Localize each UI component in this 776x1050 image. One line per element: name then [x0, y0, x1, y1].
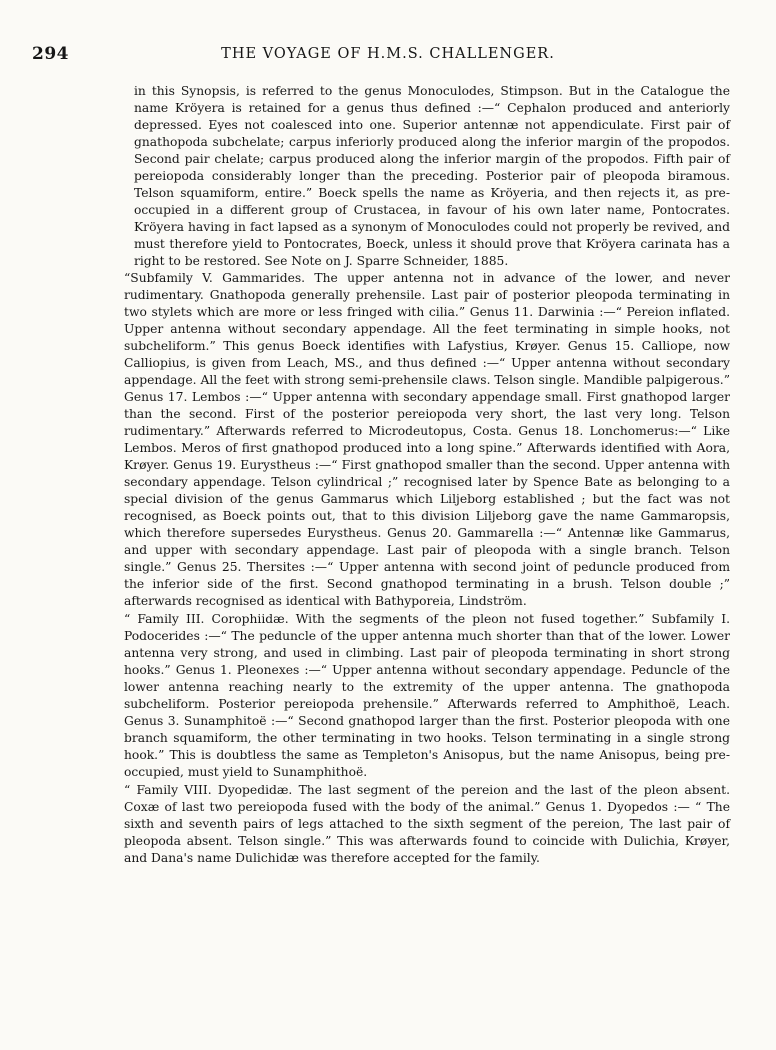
running-title: THE VOYAGE OF H.M.S. CHALLENGER. [221, 46, 555, 62]
paragraph-family-dyopedidae: “ Family VIII. Dyopedidæ. The last segment of the pereion and the last of the pleon absent. Coxæ of last two pereiopoda fused with the body of the animal.” Genus 1. Dyopedos :— “ The sixth and seventh pairs of legs attached to the sixth segment of the pereion, The last pair of pleopoda absent. Telson single.” This was afterwards found to coincide with Dulichia, Krøyer, and Dana's name Dulichidæ was therefore accepted for the family. [124, 783, 730, 865]
body-text [124, 83, 730, 867]
paragraph-monoculodes: in this Synopsis, is referred to the genus Monoculodes, Stimpson. But in the Catalogue the name Kröyera is retained for a genus thus defined :—“ Cephalon produced and anteriorly depressed. Eyes not coalesced into one. Superior antennæ not appendiculate. First pair of gnathopoda subchelate; carpus inferiorly produced along the inferior margin of the propodos. Second pair chelate; carpus produced along the inferior margin of the propodos. Fifth pair of pereiopoda considerably longer than the preceding. Posterior pair of pleopoda biramous. Telson squamiform, entire.” Boeck spells the name as Kröyeria, and then rejects it, as pre-occupied in a different group of Crustacea, in favour of his own later name, Pontocrates. Kröyera having in fact lapsed as a synonym of Monoculodes could not properly be revived, and must therefore yield to Pontocrates, Boeck, unless it should prove that Kröyera carinata has a right to be restored. See Note on J. Sparre Schneider, 1885. [134, 84, 730, 268]
paragraph-subfamily-gammarides: “Subfamily V. Gammarides. The upper antenna not in advance of the lower, and never rudimentary. Gnathopoda generally prehensile. Last pair of posterior pleopoda terminating in two stylets which are more or less fringed with cilia.” Genus 11. Darwinia :—“ Pereion inflated. Upper antenna without secondary appendage. All the feet terminating in simple hooks, not subcheliform.” This genus Boeck identifies with Lafystius, Krøyer. Genus 15. Calliope, now Calliopius, is given from Leach, MS., and thus defined :—“ Upper antenna without secondary appendage. All the feet with strong semi-prehensile claws. Telson single. Mandible palpigerous.” Genus 17. Lembos :—“ Upper antenna with secondary appendage small. First gnathopod larger than the second. First of the posterior pereiopoda very short, the last very long. Telson rudimentary.” Afterwards referred to Microdeutopus, Costa. Genus 18. Lonchomerus:—“ Like Lembos. Meros of first gnathopod produced into a long spine.” Afterwards identified with Aora, Krøyer. Genus 19. Eurystheus :—“ First gnathopod smaller than the second. Upper antenna with secondary appendage. Telson cylindrical ;” recognised later by Spence Bate as belonging to a special division of the genus Gammarus which Liljeborg established ; but the fact was not recognised, as Boeck points out, that to this division Liljeborg gave the name Gammaropsis, which therefore supersedes Eurystheus. Genus 20. Gammarella :—“ Antennæ like Gammarus, and upper with secondary appendage. Last pair of pleopoda with a single branch. Telson single.” Genus 25. Thersites :—“ Upper antenna with second joint of peduncle produced from the inferior side of the first. Second gnathopod terminating in a brush. Telson double ;” afterwards recognised as identical with Bathyporeia, Lindström. [124, 271, 730, 608]
paragraph-family-corophiidae: “ Family III. Corophiidæ. With the segments of the pleon not fused together.” Subfamily I. Podocerides :—“ The peduncle of the upper antenna much shorter than that of the lower. Lower antenna very strong, and used in climbing. Last pair of pleopoda terminating in short strong hooks.” Genus 1. Pleonexes :—“ Upper antenna without secondary appendage. Peduncle of the lower antenna reaching nearly to the extremity of the upper antenna. The gnathopoda subcheliform. Posterior pereiopoda prehensile.” Afterwards referred to Amphithoë, Leach. Genus 3. Sunamphitoë :—“ Second gnathopod larger than the first. Posterior pleopoda with one branch squamiform, the other terminating in two hooks. Telson terminating in a single strong hook.” This is doubtless the same as Templeton's Anisopus, but the name Anisopus, being pre-occupied, must yield to Sunamphithoë. [124, 612, 730, 779]
page-number: 294 [32, 44, 69, 64]
